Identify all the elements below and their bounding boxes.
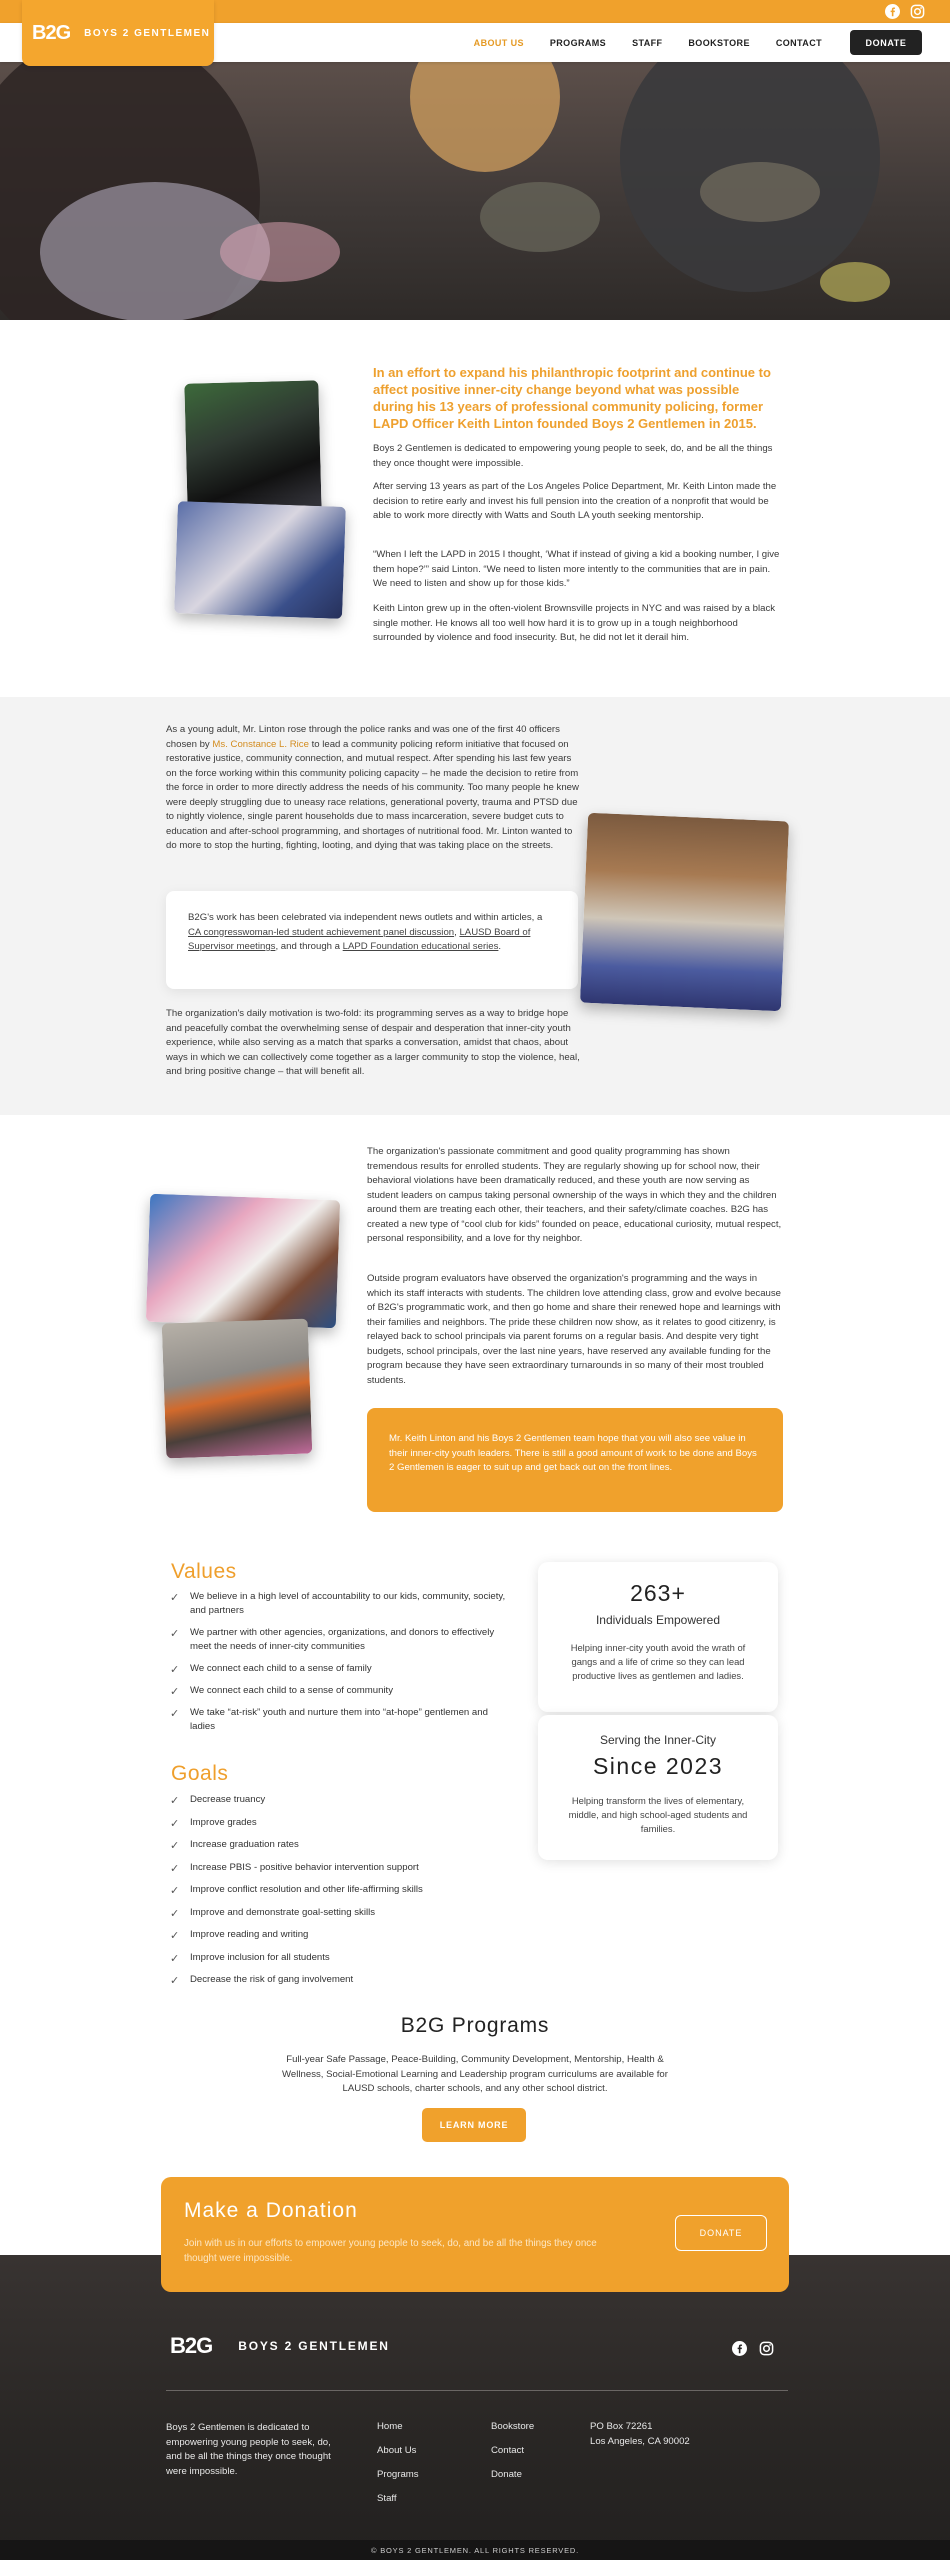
hero-chalk-pink: [220, 222, 340, 282]
nav-programs[interactable]: PROGRAMS: [549, 37, 607, 48]
logo-mark: B2G: [32, 21, 71, 44]
photo-classroom-table: [174, 501, 346, 619]
footer-logo-text: BOYS 2 GENTLEMEN: [238, 2339, 390, 2353]
logo-text: BOYS 2 GENTLEMEN: [84, 27, 211, 39]
photo-mentor-library: [580, 813, 789, 1012]
check-icon: ✓: [170, 1975, 180, 1987]
goals-item-text: Improve conflict resolution and other life-affirming skills: [190, 1884, 423, 1895]
values-item: [170, 1706, 510, 1734]
footer-address-line-2: Los Angeles, CA 90002: [590, 2436, 690, 2447]
footer-link-home[interactable]: Home: [377, 2421, 403, 2432]
press-link-panel[interactable]: CA congresswoman-led student achievement panel discussion: [188, 926, 455, 938]
check-icon: ✓: [170, 1592, 180, 1604]
nav-bookstore[interactable]: BOOKSTORE: [688, 37, 750, 48]
check-icon: ✓: [170, 1930, 180, 1942]
hero-sneaker: [820, 262, 890, 302]
press-link-lapd[interactable]: LAPD Foundation educational series: [342, 941, 499, 952]
press-text-d: .: [498, 941, 502, 952]
footer-social: [732, 2341, 774, 2356]
goals-item: [170, 1906, 510, 1920]
nav-about-us[interactable]: ABOUT US: [473, 37, 524, 48]
donation-banner: [161, 2177, 789, 2292]
values-item-text: We connect each child to a sense of community: [190, 1685, 393, 1696]
check-icon: ✓: [170, 1795, 180, 1807]
values-item-text: We connect each child to a sense of family: [190, 1663, 372, 1674]
goals-item: [170, 1838, 510, 1852]
footer-link-bookstore[interactable]: Bookstore: [491, 2421, 535, 2432]
press-card-text: [188, 911, 548, 955]
values-item-text: We partner with other agencies, organizations, and donors to effectively meet the needs of inner-city communities: [190, 1627, 495, 1652]
goals-item: [170, 1793, 510, 1807]
facebook-icon[interactable]: [885, 4, 900, 19]
history-paragraph-1: [166, 723, 580, 854]
instagram-icon[interactable]: [759, 2341, 774, 2356]
check-icon: ✓: [170, 1840, 180, 1852]
site-footer: [0, 2255, 950, 2560]
goals-item-text: Improve and demonstrate goal-setting skills: [190, 1906, 376, 1918]
values-item: [170, 1684, 510, 1698]
donation-title: Make a Donation: [184, 2199, 358, 2222]
footer-logo[interactable]: [170, 2333, 390, 2359]
copyright-bar: [0, 2540, 950, 2560]
history-text-a: As a young adult, Mr. Linton rose through the police ranks and was one of the first 40 officers chosen by: [166, 724, 560, 750]
goals-item: [170, 1973, 510, 1987]
intro-paragraph-1: Boys 2 Gentlemen is dedicated to empowering young people to seek, do, and be all the things they once thought were impossible.: [373, 443, 773, 469]
goals-item-text: Improve reading and writing: [190, 1929, 309, 1940]
learn-more-button[interactable]: LEARN MORE: [422, 2108, 526, 2142]
values-list: [170, 1590, 510, 1742]
values-item: [170, 1662, 510, 1676]
photo-basketball: [162, 1318, 313, 1458]
social-links: [885, 4, 925, 19]
donation-donate-button[interactable]: DONATE: [675, 2215, 767, 2251]
stat-label: Individuals Empowered: [595, 1613, 721, 1627]
footer-address-line-1: PO Box 72261: [590, 2421, 653, 2432]
photo-girl-certificate: [146, 1194, 340, 1329]
impact-paragraph-1: The organization's passionate commitment and good quality programming has shown tremendous results for enrolled students. They are regularly showing up for school now, their behavioral violations have been dramatically reduced, and these youth are now serving as student leaders on campus taking personal ownership of the ways in which they and the children around them are treating each other, their teachers, and their safety/climate coaches. B2G has created a new type of “cool club for kids” founded on peace, educational curiosity, mutual respect, personal responsibility, and a love for thy neighbor.: [367, 1146, 782, 1244]
header-donate-button[interactable]: DONATE: [850, 30, 922, 55]
goals-item-text: Increase PBIS - positive behavior intervention support: [190, 1861, 419, 1873]
impact-callout: [367, 1408, 783, 1512]
facebook-icon[interactable]: [732, 2341, 747, 2356]
values-item-text: We take “at-risk” youth and nurture them into “at-hope” gentlemen and ladies: [190, 1707, 488, 1732]
history-paragraph-2: The organization's daily motivation is two-fold: its programming serves as a way to bridge hope and peacefully combat the overwhelming sense of despair and desperation that inner-city youth experience, while also serving as a match that sparks a conversation, amidst that chaos, about ways in which we can collectively come together as a larger community to stop the violence, heal, and bring positive change – that will benefit all.: [166, 1008, 580, 1077]
footer-link-about[interactable]: About Us: [377, 2445, 417, 2456]
site-logo[interactable]: [22, 0, 214, 66]
donation-description: Join with us in our efforts to empower young people to seek, do, and be all the things they once thought were impossible.: [184, 2238, 597, 2264]
instagram-icon[interactable]: [910, 4, 925, 19]
values-item: [170, 1626, 510, 1654]
programs-title: B2G Programs: [400, 2014, 550, 2037]
press-text-a: B2G's work has been celebrated via independent news outlets and within articles, a: [188, 912, 543, 923]
goals-item-text: Decrease truancy: [190, 1794, 266, 1805]
goals-item: [170, 1861, 510, 1875]
check-icon: ✓: [170, 1664, 180, 1676]
goals-item: [170, 1951, 510, 1965]
photo-students-group: [184, 380, 321, 515]
programs-description: Full-year Safe Passage, Peace-Building, Community Development, Mentorship, Health & Wellness, Social-Emotional Learning and Leadership program curriculums are available for LAUSD schools, charter schools, and any other school district.: [282, 2054, 668, 2094]
goals-item: [170, 1816, 510, 1830]
stat-description: Helping transform the lives of elementary, middle, and high school-aged students and families.: [568, 1795, 748, 1834]
impact-callout-text: Mr. Keith Linton and his Boys 2 Gentlemen team hope that you will also see value in their inner-city youth leaders. There is still a good amount of work to be done and Boys 2 Gentlemen is eager to suit up and get back out on the front lines.: [389, 1433, 757, 1473]
check-icon: ✓: [170, 1628, 180, 1640]
footer-link-donate[interactable]: Donate: [491, 2469, 522, 2480]
history-name-link[interactable]: Ms. Constance L. Rice: [212, 738, 309, 750]
goals-item: [170, 1883, 510, 1897]
nav-contact[interactable]: CONTACT: [775, 37, 822, 48]
hero-image: [0, 62, 950, 320]
impact-paragraph-2: Outside program evaluators have observed the organization's programming and the ways in which its staff interacts with students. The children love attending class, grow and evolve because of B2G's programmatic work, and then go home and share their renewed hope and learnings with their families and neighbors. The pride these children now show, as it relates to good citizenry, is relayed back to school principals via parent forums on a regular basis. And despite very tight budgets, school principals, over the last nine years, have reserved any available funding for the program because they have seen extraordinary turnarounds in so many of their most troubled students.: [367, 1273, 782, 1386]
goals-item: [170, 1928, 510, 1942]
stat-card-individuals: [538, 1562, 778, 1712]
copyright-text: © BOYS 2 GENTLEMEN. ALL RIGHTS RESERVED.: [371, 2545, 579, 2555]
history-text-b: to lead a community policing reform initiative that focused on restorative justice, community connection, and mutual respect. After spending his last few years on the force working within this community policing capacity – he made the decision to retire from the force in order to more directly address the needs of his community. Too many people he knew were deeply struggling due to uneasy race relations, generational poverty, trauma and PTSD due to nightly violence, single parent households due to mass incarceration, severe budget cuts to education and after-school programming, and shortages of nutritional food. Mr. Linton wanted to do more to stop the hurting, fighting, looting, and dying that was taking place on the streets.: [166, 738, 579, 851]
goals-item-text: Improve inclusion for all students: [190, 1951, 330, 1963]
stat-number: 263+: [630, 1580, 686, 1606]
check-icon: ✓: [170, 1907, 180, 1920]
footer-divider: [166, 2390, 788, 2391]
footer-link-contact[interactable]: Contact: [491, 2445, 525, 2456]
intro-quote: “When I left the LAPD in 2015 I thought, ‘What if instead of giving a kid a booking number, I give them hope?’” said Linton. “We need to listen more intently to the communities that are in pain. We need to listen and show up for those kids.”: [373, 549, 780, 589]
intro-lead: In an effort to expand his philanthropic footprint and continue to affect positive inner-city change beyond what was possible during his 13 years of professional community policing, former LAPD Officer Keith Linton founded Boys 2 Gentlemen in 2015.: [373, 365, 771, 431]
stat-number: Since 2023: [592, 1753, 724, 1779]
goals-item-text: Decrease the risk of gang involvement: [190, 1974, 354, 1985]
main-nav: [474, 23, 822, 62]
stat-description: Helping inner-city youth avoid the wrath of gangs and a life of crime so they can lead productive lives as gentlemen and ladies.: [570, 1642, 746, 1681]
check-icon: ✓: [170, 1885, 180, 1897]
goals-item-text: Improve grades: [190, 1816, 257, 1828]
intro-paragraph-2: After serving 13 years as part of the Los Angeles Police Department, Mr. Keith Linton made the decision to retire early and invest his full pension into the creation of a nonprofit that would be able to work more directly with Watts and South LA youth seeking mentorship.: [373, 481, 777, 521]
press-card: [166, 891, 578, 989]
values-item: [170, 1590, 510, 1618]
nav-staff[interactable]: STAFF: [632, 37, 663, 48]
goals-item-text: Increase graduation rates: [190, 1839, 299, 1850]
history-section: [0, 697, 950, 1115]
check-icon: ✓: [170, 1708, 180, 1720]
intro-paragraph-4: Keith Linton grew up in the often-violent Brownsville projects in NYC and was raised by a black single mother. He knows all too well how hard it is to grow up in a tough neighborhood surrounded by violence and food insecurity. But, he did not let it derail him.: [373, 603, 776, 643]
intro-section: [0, 320, 950, 697]
values-item-text: We believe in a high level of accountability to our kids, community, society, and partners: [190, 1591, 506, 1616]
values-goals-section: [0, 1550, 950, 2010]
hero-figure-center: [410, 62, 560, 172]
goals-title: Goals: [171, 1762, 229, 1785]
check-icon: ✓: [170, 1862, 180, 1875]
press-text-c: , and through a: [275, 941, 343, 952]
press-link-lausd[interactable]: LAUSD Board of Supervisor meetings: [188, 926, 531, 952]
footer-about: Boys 2 Gentlemen is dedicated to empowering young people to seek, do, and be all the things they once thought were impossible.: [166, 2422, 331, 2477]
values-title: Values: [171, 1560, 237, 1583]
hero-chalk-drawing: [480, 182, 600, 252]
impact-section: [0, 1115, 950, 1560]
check-icon: ✓: [170, 1952, 180, 1965]
footer-link-staff[interactable]: Staff: [377, 2493, 397, 2504]
hero-ground: [700, 162, 820, 222]
check-icon: ✓: [170, 1817, 180, 1830]
footer-logo-mark: B2G: [170, 2333, 213, 2358]
stat-card-since: [538, 1715, 778, 1860]
goals-list: [170, 1793, 510, 1996]
footer-link-programs[interactable]: Programs: [377, 2469, 419, 2480]
programs-section: [0, 2010, 950, 2170]
stat-label: Serving the Inner-City: [599, 1733, 717, 1747]
footer-background-photo: [0, 2255, 950, 2540]
press-text-b: ,: [454, 926, 460, 938]
check-icon: ✓: [170, 1686, 180, 1698]
